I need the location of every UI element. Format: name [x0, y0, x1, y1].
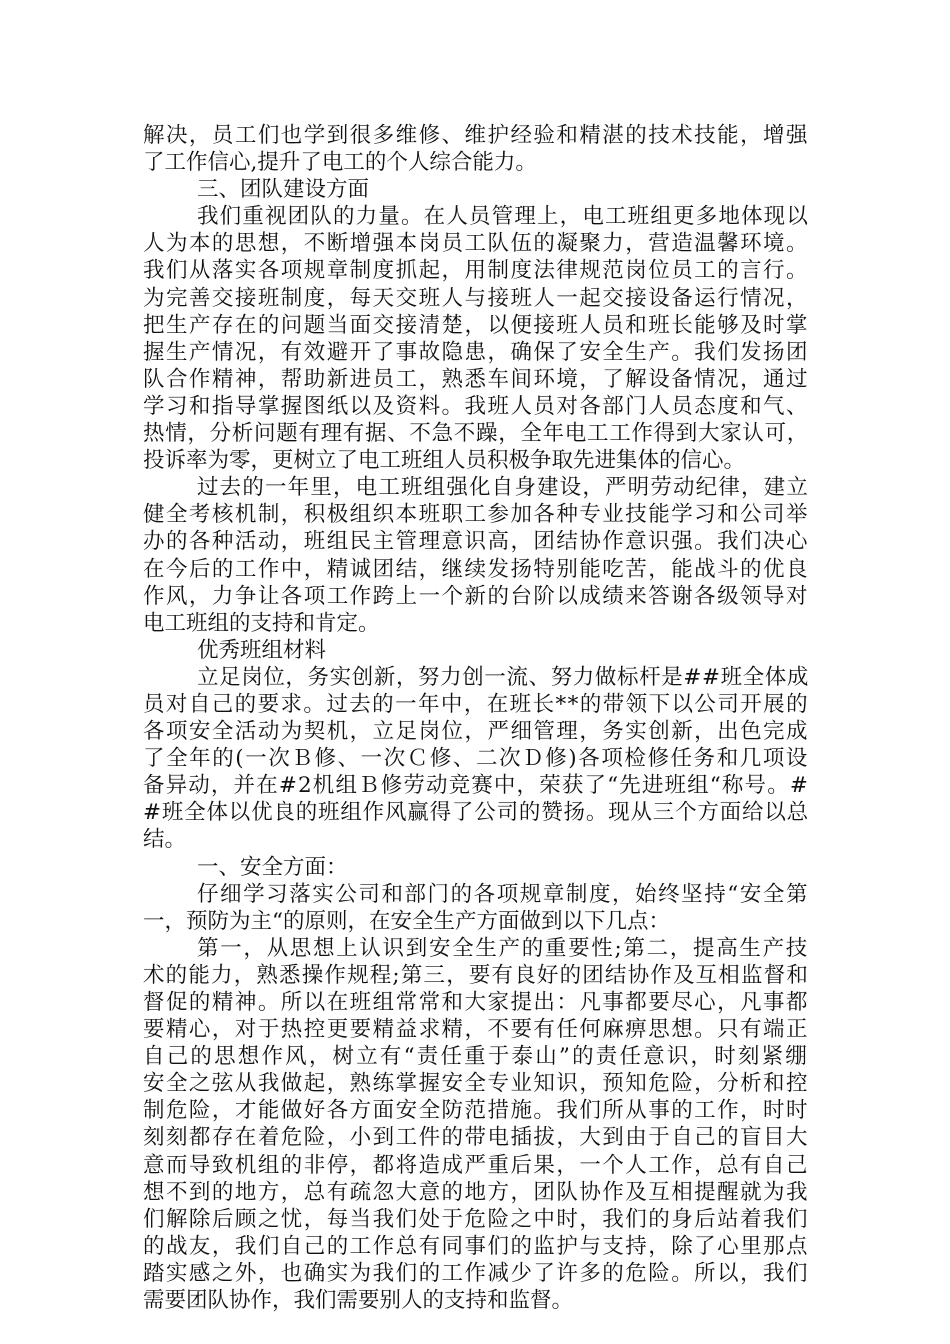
- text-line: 结。: [143, 827, 187, 853]
- text-line: 备异动，并在#2机组Ｂ修劳动竞赛中，荣获了“先进班组“称号。#: [143, 773, 809, 799]
- text-line: 握生产情况，有效避开了事故隐患，确保了安全生产。我们发扬团: [143, 339, 809, 365]
- text-line: 仔细学习落实公司和部门的各项规章制度，始终坚持“安全第: [197, 881, 809, 907]
- text-line: 人为本的思想，不断增强本岗员工队伍的凝聚力，营造温馨环境。: [143, 231, 809, 257]
- text-line: 作风，力争让各项工作跨上一个新的台阶以成绩来答谢各级领导对: [143, 583, 809, 609]
- text-line: 为完善交接班制度，每天交班人与接班人一起交接设备运行情况，: [143, 285, 809, 311]
- text-line: 要精心，对于热控更要精益求精，不要有任何麻痹思想。只有端正: [143, 1017, 809, 1043]
- text-line: 健全考核机制，积极组织本班职工参加各种专业技能学习和公司举: [143, 502, 809, 528]
- text-line: 一、安全方面：: [197, 854, 348, 880]
- text-line: 各项安全活动为契机，立足岗位，严细管理，务实创新，出色完成: [143, 719, 809, 745]
- text-line: #班全体以优良的班组作风赢得了公司的赞扬。现从三个方面给以总: [143, 800, 809, 826]
- text-line: 队合作精神，帮助新进员工，熟悉车间环境，了解设备情况，通过: [143, 366, 809, 392]
- text-line: 们解除后顾之忧，每当我们处于危险之中时，我们的身后站着我们: [143, 1206, 809, 1232]
- text-line: 了工作信心,提升了电工的个人综合能力。: [143, 150, 537, 176]
- text-line: 投诉率为零，更树立了电工班组人员积极争取先进集体的信心。: [143, 448, 746, 474]
- text-line: 制危险，才能做好各方面安全防范措施。我们所从事的工作，时时: [143, 1098, 809, 1124]
- text-line: 三、团队建设方面: [197, 177, 370, 203]
- text-line: 自己的思想作风，树立有“责任重于泰山”的责任意识，时刻紧绷: [143, 1044, 809, 1070]
- text-line: 过去的一年里，电工班组强化自身建设，严明劳动纪律，建立: [197, 475, 809, 501]
- text-line: 第一，从思想上认识到安全生产的重要性;第二，提高生产技: [197, 935, 809, 961]
- text-line: 我们重视团队的力量。在人员管理上，电工班组更多地体现以: [197, 204, 809, 230]
- text-line: 刻刻都存在着危险，小到工件的带电插拔，大到由于自己的盲目大: [143, 1125, 809, 1151]
- text-line: 踏实感之外，也确实为我们的工作减少了许多的危险。所以，我们: [143, 1260, 809, 1286]
- text-line: 意而导致机组的非停，都将造成严重后果，一个人工作，总有自己: [143, 1152, 809, 1178]
- text-line: 解决，员工们也学到很多维修、维护经验和精湛的技术技能，增强: [143, 123, 809, 148]
- text-line: 热情，分析问题有理有据、不急不躁，全年电工工作得到大家认可，: [143, 421, 809, 447]
- text-line: 一，预防为主“的原则，在安全生产方面做到以下几点：: [143, 908, 670, 934]
- text-line: 需要团队协作，我们需要别人的支持和监督。: [143, 1288, 574, 1314]
- text-line: 员对自己的要求。过去的一年中，在班长**的带领下以公司开展的: [143, 691, 809, 717]
- text-line: 学习和指导掌握图纸以及资料。我班人员对各部门人员态度和气、: [143, 393, 809, 419]
- text-line: 把生产存在的问题当面交接清楚，以便接班人员和班长能够及时掌: [143, 312, 809, 338]
- text-line: 立足岗位，务实创新，努力创一流、努力做标杆是##班全体成: [197, 664, 809, 690]
- text-line: 在今后的工作中，精诚团结，继续发扬特别能吃苦，能战斗的优良: [143, 556, 809, 582]
- text-line: 优秀班组材料: [197, 637, 327, 663]
- text-line: 我们从落实各项规章制度抓起，用制度法律规范岗位员工的言行。: [143, 258, 809, 284]
- text-line: 办的各种活动，班组民主管理意识高，团结协作意识强。我们决心: [143, 529, 809, 555]
- document-body: [143, 122, 809, 1314]
- text-line: 电工班组的支持和肯定。: [143, 610, 380, 636]
- text-line: 想不到的地方，总有疏忽大意的地方，团队协作及互相提醒就为我: [143, 1179, 809, 1205]
- text-line: 术的能力，熟悉操作规程;第三，要有良好的团结协作及互相监督和: [143, 962, 809, 988]
- text-line: 安全之弦从我做起，熟练掌握安全专业知识，预知危险，分析和控: [143, 1071, 809, 1097]
- text-line: 的战友，我们自己的工作总有同事们的监护与支持，除了心里那点: [143, 1233, 809, 1259]
- text-line: 了全年的(一次Ｂ修、一次Ｃ修、二次Ｄ修)各项检修任务和几项设: [143, 746, 809, 772]
- text-line: 督促的精神。所以在班组常常和大家提出：凡事都要尽心，凡事都: [143, 990, 809, 1015]
